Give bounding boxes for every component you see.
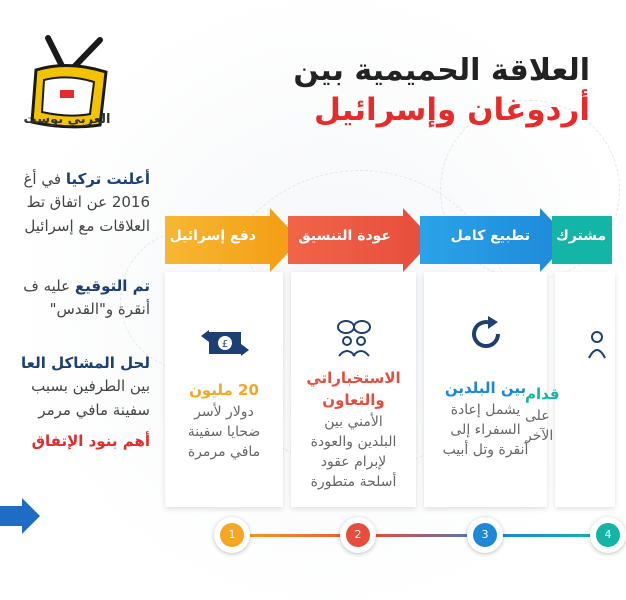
step-arrow-3 bbox=[420, 208, 570, 272]
step-arrow-1 bbox=[165, 208, 300, 272]
step-label: تطبيع كامل bbox=[450, 228, 530, 244]
step-highlight: الاستخباراتي والتعاون bbox=[306, 369, 401, 409]
step-card-text bbox=[169, 380, 279, 463]
timeline-dot-1 bbox=[214, 517, 250, 553]
person-icon bbox=[587, 330, 607, 360]
step-number: 3 bbox=[473, 523, 497, 547]
step-line: مافي مرمرة bbox=[187, 444, 261, 461]
step-highlight: 20 مليون bbox=[189, 381, 259, 399]
intro-text: العلاقات مع إسرائيل bbox=[24, 216, 150, 235]
intro-text: في أغ bbox=[23, 170, 62, 188]
step-number: 2 bbox=[346, 523, 370, 547]
step-number: 4 bbox=[596, 523, 620, 547]
step-label: مشترك bbox=[556, 228, 607, 244]
step-highlight: قدام bbox=[525, 385, 560, 403]
signing-text: أنقرة و"القدس" bbox=[49, 300, 150, 319]
step-line: دولار لأسر bbox=[194, 403, 254, 420]
step-line: لإبرام عقود bbox=[320, 454, 387, 471]
problems-text: سفينة مافي مرمر bbox=[38, 400, 150, 419]
intro-text: 2016 عن اتفاق تط bbox=[26, 193, 150, 212]
terms-heading bbox=[0, 430, 150, 453]
step-label: دفع إسرائيل bbox=[169, 228, 256, 244]
problems-bold: لحل المشاكل العا bbox=[21, 354, 150, 372]
refresh-icon bbox=[468, 316, 504, 352]
step-number: 1 bbox=[220, 523, 244, 547]
step-arrow-2 bbox=[288, 208, 433, 272]
intro-paragraph bbox=[0, 168, 150, 238]
arrow-right-icon bbox=[0, 498, 40, 534]
timeline-dot-2 bbox=[340, 517, 376, 553]
step-card-1 bbox=[165, 272, 283, 507]
step-line: على bbox=[525, 407, 550, 424]
step-card-text bbox=[295, 368, 412, 493]
step-highlight: بين البلدين bbox=[444, 379, 527, 397]
timeline-dot-3 bbox=[467, 517, 503, 553]
step-line: أنقرة وتل أبيب bbox=[442, 442, 529, 459]
timeline-dot-4 bbox=[590, 517, 626, 553]
timeline-line bbox=[225, 534, 600, 537]
page-title bbox=[170, 54, 590, 128]
signing-bold: تم التوقيع bbox=[74, 277, 150, 295]
title-line-2: أردوغان وإسرائيل bbox=[314, 91, 590, 128]
terms-heading-text: أهم بنود الإتفاق bbox=[31, 432, 150, 450]
step-line: يشمل إعادة bbox=[450, 401, 521, 418]
step-card-4 bbox=[525, 272, 615, 507]
step-label: عودة التنسيق bbox=[298, 228, 391, 244]
step-arrow-4 bbox=[552, 208, 612, 272]
logo-text: العربي بوست bbox=[23, 112, 111, 127]
step-line: السفراء إلى bbox=[450, 422, 521, 439]
svg-text:£: £ bbox=[221, 339, 229, 350]
step-card-2 bbox=[291, 272, 416, 507]
problems-paragraph bbox=[0, 352, 150, 422]
money-transfer-icon bbox=[201, 326, 249, 362]
step-line: الأمني بين bbox=[324, 413, 383, 430]
signing-text: عليه ف bbox=[23, 277, 71, 295]
title-line-1: العلاقة الحميمية بين bbox=[293, 53, 590, 88]
step-line: ضحايا سفينة bbox=[187, 424, 261, 441]
people-chat-icon bbox=[334, 318, 374, 358]
step-line: البلدين والعودة bbox=[310, 433, 397, 450]
step-card-text bbox=[525, 384, 605, 446]
intro-bold: أعلنت تركيا bbox=[65, 170, 150, 188]
step-line: أسلحة متطورة bbox=[310, 474, 397, 491]
signing-paragraph bbox=[0, 275, 150, 322]
step-line: الآخر bbox=[525, 428, 554, 445]
problems-text: بين الطرفين بسبب bbox=[31, 377, 150, 396]
